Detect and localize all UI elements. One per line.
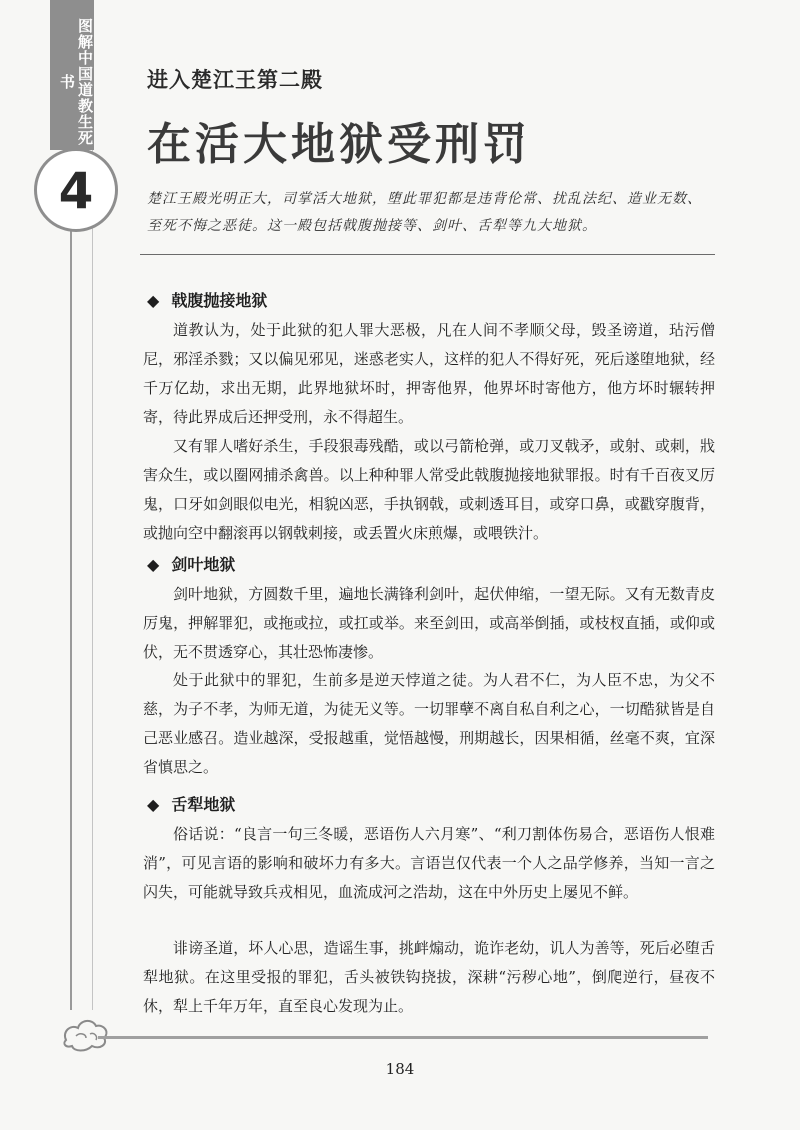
book-title-vertical: 图解中国道教生死书	[58, 18, 94, 146]
section-heading	[147, 792, 235, 815]
section-heading-text: 舌犁地狱	[171, 795, 236, 814]
page-title: 在活大地狱受刑罚	[147, 119, 531, 170]
chapter-number: 4	[58, 162, 94, 220]
diamond-bullet-icon: ◆	[147, 291, 160, 310]
section-heading	[147, 288, 267, 311]
body-paragraph: 俗话说：“良言一句三冬暖，恶语伤人六月寒”、“利刀割体伤易合，恶语伤人恨难消”，可见言语的影响和破坏力有多大。言语岂仅代表一个人之品学修养，当知一言之闪失，可能就导致兵戎相见，血流成河之浩劫，这在中外历史上屡见不鲜。	[143, 825, 715, 901]
body-paragraph: 道教认为，处于此狱的犯人罪大恶极，凡在人间不孝顺父母，毁圣谤道，玷污僧尼，邪淫杀戮；又以偏见邪见，迷惑老实人，这样的犯人不得好死，死后遂堕地狱，经千万亿劫，求出无期，此界地狱坏时，押寄他界，他界坏时寄他方，他方坏时辗转押寄，待此界成后还押受刑，永不得超生。	[143, 321, 715, 426]
page-number: 184	[385, 1060, 415, 1078]
section-heading	[147, 552, 235, 575]
intro-paragraph: 楚江王殿光明正大，司掌活大地狱，堕此罪犯都是违背伦常、扰乱法纪、造业无数、至死不悔之恶徒。这一殿包括戟腹抛接等、剑叶、舌犁等九大地狱。	[147, 191, 702, 234]
chapter-number-badge	[34, 148, 118, 232]
section-kicker: 进入楚江王第二殿	[147, 68, 323, 92]
body-paragraph: 又有罪人嗜好杀生，手段狠毒残酷，或以弓箭枪弹，或刀叉戟矛，或射、或刺，戕害众生，或以圈网捕杀禽兽。以上种种罪人常受此戟腹抛接地狱罪报。时有千百夜叉厉鬼，口牙如剑眼似电光，相貌凶恶，手执钢戟，或刺透耳目，或穿口鼻，或戳穿腹背，或抛向空中翻滚再以钢戟刺接，或丢置火床煎爆，或喂铁汁。	[143, 437, 715, 542]
header-divider	[140, 254, 715, 255]
side-vertical-line	[70, 230, 72, 1010]
footer-divider	[98, 1036, 708, 1039]
body-paragraph: 处于此狱中的罪犯，生前多是逆天悖道之徒。为人君不仁，为人臣不忠，为父不慈，为子不孝，为师无道，为徒无义等。一切罪孽不离自私自利之心，一切酷狱皆是自己恶业感召。造业越深，受报越重，觉悟越慢，刑期越长，因果相循，丝毫不爽，宜深省慎思之。	[143, 671, 715, 776]
diamond-bullet-icon: ◆	[147, 555, 160, 574]
side-tab	[50, 0, 94, 150]
cloud-ornament-icon	[60, 1012, 112, 1056]
body-paragraph: 剑叶地狱，方圆数千里，遍地长满锋利剑叶，起伏伸缩，一望无际。又有无数青皮厉鬼，押解罪犯，或拖或拉，或扛或举。来至剑田，或高举倒插，或枝杈直插，或仰或伏，无不贯透穿心，其壮恐怖凄惨。	[143, 585, 715, 661]
body-paragraph: 诽谤圣道，坏人心思，造谣生事，挑衅煽动，诡诈老幼，讥人为善等，死后必堕舌犁地狱。在这里受报的罪犯，舌头被铁钩挠拔，深耕“污秽心地”，倒爬逆行，昼夜不休，犁上千年万年，直至良心发现为止。	[143, 939, 715, 1015]
side-thin-line	[92, 150, 93, 1010]
section-heading-text: 戟腹抛接地狱	[171, 291, 268, 310]
section-heading-text: 剑叶地狱	[171, 555, 236, 574]
diamond-bullet-icon: ◆	[147, 795, 160, 814]
